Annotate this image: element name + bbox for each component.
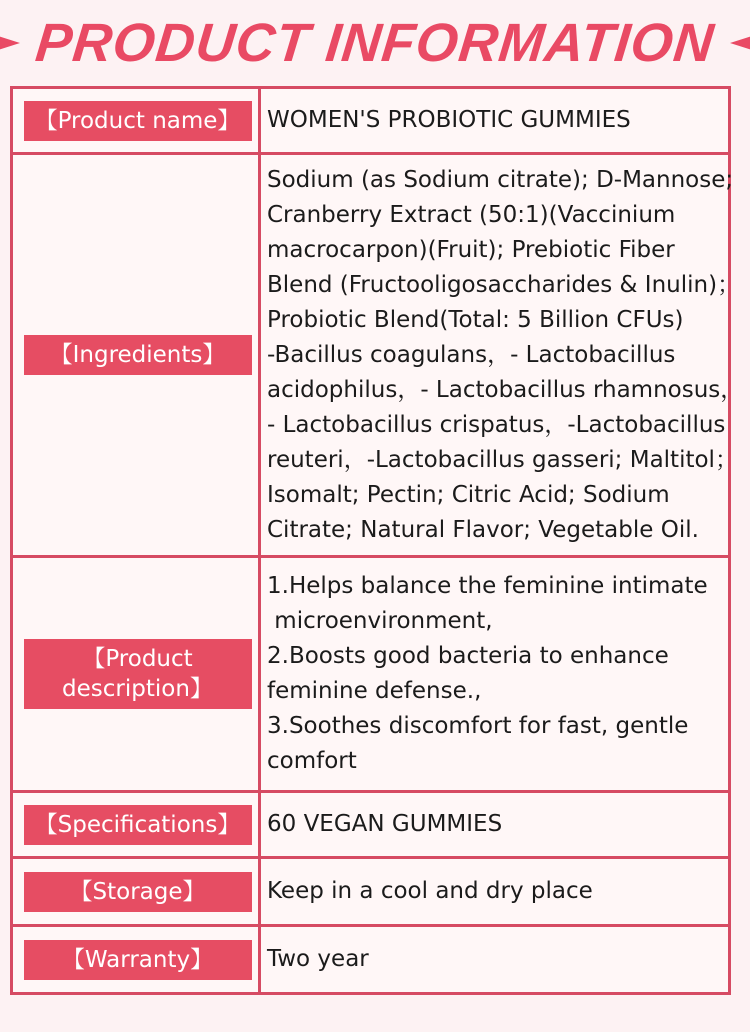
ingredients-line: -Bacillus coagulans，- Lactobacillus [267, 341, 676, 368]
ingredients-line: Blend (Fructooligosaccharides & Inulin)； [267, 271, 741, 298]
ingredients-row [13, 155, 744, 558]
ingredients-line: Cranberry Extract (50:1)(Vaccinium [267, 201, 676, 228]
ingredients-line: acidophilus，- Lactobacillus rhamnosus， [267, 376, 744, 403]
right-pointing-arrow-icon [0, 36, 20, 50]
ingredients-line: reuteri，-Lactobacillus gasseri; Maltitol； [267, 446, 738, 473]
product-description-label-cell [13, 558, 261, 790]
ingredients-value [261, 155, 750, 555]
description-line: 2.Boosts good bacteria to enhance [267, 643, 669, 669]
specifications-value: 60 VEGAN GUMMIES [267, 811, 503, 837]
product-description-row [13, 558, 728, 793]
page-title: PRODUCT INFORMATION [32, 13, 718, 73]
description-line: microenvironment, [267, 608, 493, 634]
product-info-table [10, 86, 744, 995]
left-pointing-arrow-icon [730, 36, 750, 50]
warranty-label-cell [13, 927, 261, 992]
page-header [0, 0, 750, 86]
storage-value: Keep in a cool and dry place [267, 878, 593, 904]
warranty-value: Two year [267, 946, 369, 972]
product-description-text [267, 569, 708, 779]
storage-row [13, 859, 728, 927]
warranty-row [13, 927, 728, 992]
ingredients-text [267, 163, 743, 548]
warranty-label: 【Warranty】 [24, 940, 252, 980]
description-line: 3.Soothes discomfort for fast, gentle [267, 713, 689, 739]
description-line: feminine defense., [267, 678, 482, 704]
ingredients-line: Citrate; Natural Flavor; Vegetable Oil. [267, 516, 699, 543]
product-name-row [13, 89, 728, 155]
storage-label-cell [13, 859, 261, 924]
specifications-row [13, 793, 728, 859]
ingredients-label: 【Ingredients】 [24, 335, 252, 375]
ingredients-line: Sodium (as Sodium citrate); D-Mannose; [267, 166, 734, 193]
ingredients-line: macrocarpon)(Fruit); Prebiotic Fiber [267, 236, 675, 263]
product-name-value: WOMEN'S PROBIOTIC GUMMIES [267, 107, 631, 133]
description-line: 1.Helps balance the feminine intimate [267, 573, 708, 599]
product-name-label: 【Product name】 [24, 101, 252, 141]
ingredients-line: Isomalt; Pectin; Citric Acid; Sodium [267, 481, 670, 508]
ingredients-line: Probiotic Blend(Total: 5 Billion CFUs) [267, 306, 684, 333]
ingredients-label-cell [13, 155, 261, 555]
product-name-label-cell [13, 89, 261, 152]
storage-label: 【Storage】 [24, 872, 252, 912]
product-description-value [261, 558, 728, 790]
specifications-label-cell [13, 793, 261, 856]
product-description-label: 【Product description】 [24, 639, 252, 709]
description-line: comfort [267, 748, 357, 774]
specifications-label: 【Specifications】 [24, 805, 252, 845]
ingredients-line: - Lactobacillus crispatus，-Lactobacillus [267, 411, 726, 438]
